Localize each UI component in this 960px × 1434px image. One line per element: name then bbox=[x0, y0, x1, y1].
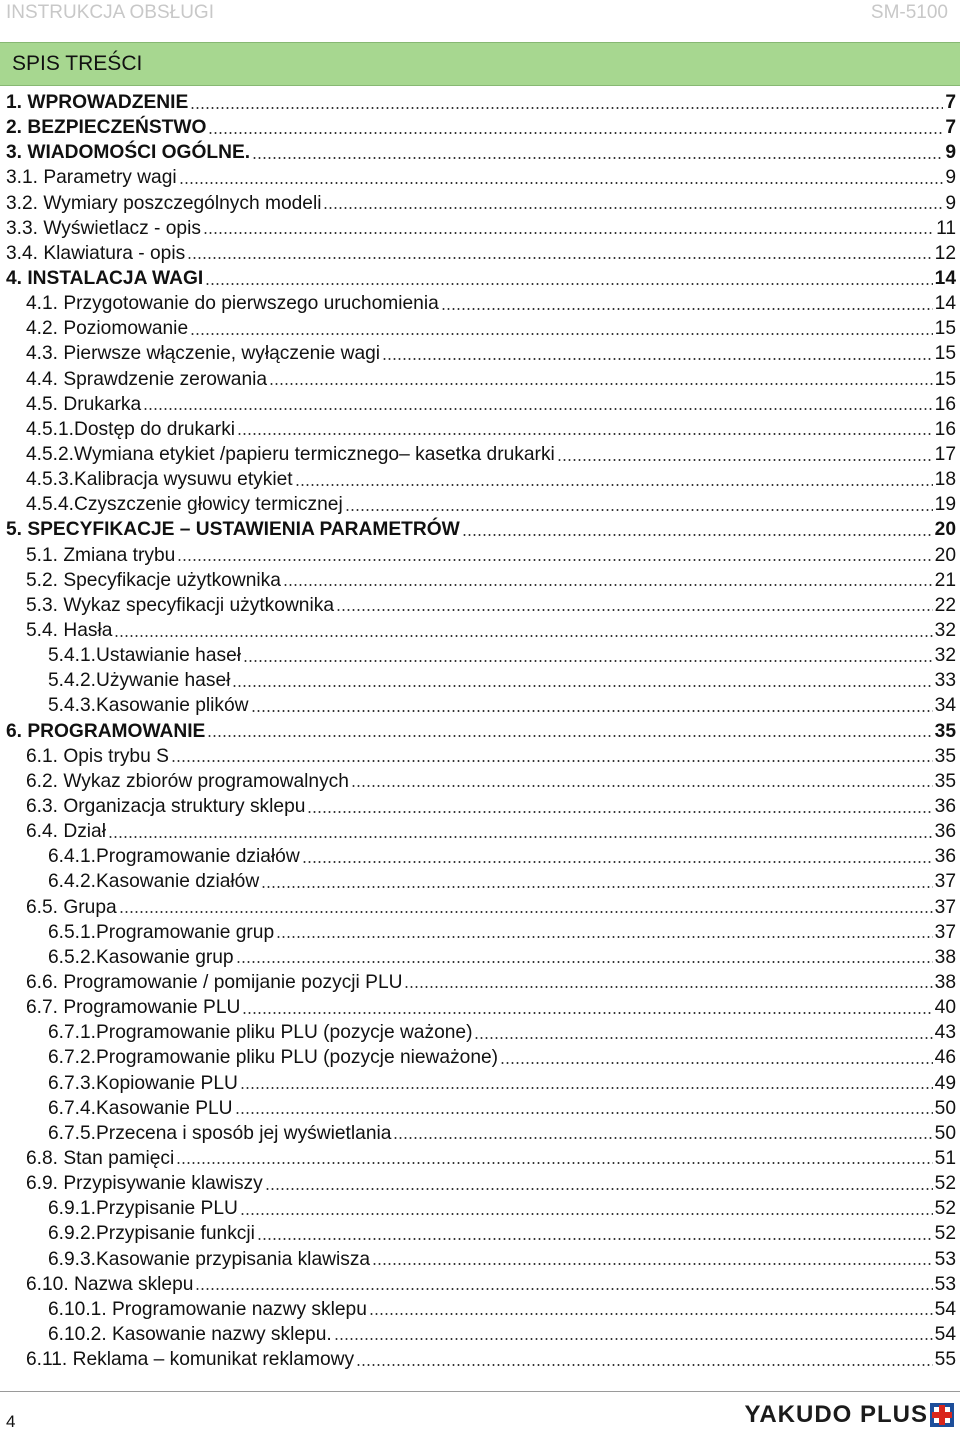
toc-entry bbox=[6, 568, 956, 593]
dot-leader bbox=[190, 333, 933, 335]
toc-entry bbox=[6, 367, 956, 392]
toc-entry-title: 6.9.2.Przypisanie funkcji bbox=[48, 1223, 255, 1245]
toc-entry-title: 5.3. Wykaz specyfikacji użytkownika bbox=[26, 594, 335, 616]
toc-entry bbox=[6, 90, 956, 115]
toc-entry bbox=[6, 1070, 956, 1095]
dot-leader bbox=[119, 911, 933, 913]
toc-entry-page: 33 bbox=[934, 670, 956, 692]
dot-leader bbox=[474, 1037, 932, 1039]
dot-leader bbox=[237, 433, 933, 435]
dot-leader bbox=[462, 534, 933, 536]
toc-entry bbox=[6, 1146, 956, 1171]
toc-entry bbox=[6, 895, 956, 920]
dot-leader bbox=[195, 1288, 932, 1290]
toc-entry-page: 37 bbox=[934, 871, 956, 893]
toc-entry-title: 6.7.5.Przecena i sposób jej wyświetlania bbox=[48, 1122, 392, 1144]
toc-entry bbox=[6, 844, 956, 869]
page-header bbox=[0, 0, 960, 26]
toc-entry-title: 4.4. Sprawdzenie zerowania bbox=[26, 368, 268, 390]
toc-entry-title: 5. SPECYFIKACJE – USTAWIENIA PARAMETRÓW bbox=[6, 519, 460, 541]
dot-leader bbox=[356, 1364, 933, 1366]
dot-leader bbox=[242, 1012, 932, 1014]
logo-mark-icon bbox=[930, 1403, 954, 1427]
toc-entry bbox=[6, 1045, 956, 1070]
toc-entry-page: 46 bbox=[934, 1047, 956, 1069]
toc-entry-title: 6.10.1. Programowanie nazwy sklepu bbox=[48, 1298, 367, 1320]
toc-entry-page: 37 bbox=[934, 921, 956, 943]
toc-entry-title: 6.8. Stan pamięci bbox=[26, 1147, 175, 1169]
section-banner bbox=[0, 42, 960, 86]
toc-entry-page: 53 bbox=[934, 1248, 956, 1270]
toc-entry-page: 50 bbox=[934, 1122, 956, 1144]
toc-entry bbox=[6, 794, 956, 819]
dot-leader bbox=[240, 1213, 933, 1215]
toc-entry-page: 50 bbox=[934, 1097, 956, 1119]
toc-entry bbox=[6, 467, 956, 492]
toc-entry-page: 35 bbox=[934, 745, 956, 767]
toc-entry-page: 21 bbox=[934, 569, 956, 591]
toc-entry-title: 6.5.2.Kasowanie grup bbox=[48, 946, 234, 968]
toc-entry-page: 9 bbox=[945, 167, 956, 189]
toc-entry-page: 14 bbox=[934, 268, 956, 290]
dot-leader bbox=[500, 1062, 933, 1064]
dot-leader bbox=[345, 509, 933, 511]
dot-leader bbox=[336, 609, 933, 611]
dot-leader bbox=[295, 484, 933, 486]
toc-entry-title: 2. BEZPIECZEŃSTWO bbox=[6, 117, 207, 139]
toc-entry-title: 5.4.2.Używanie haseł bbox=[48, 670, 231, 692]
toc-entry-page: 52 bbox=[934, 1173, 956, 1195]
dot-leader bbox=[235, 1112, 933, 1114]
toc-entry-page: 36 bbox=[934, 796, 956, 817]
toc-entry-page: 20 bbox=[934, 544, 956, 566]
toc-entry-title: 6.7.3.Kopiowanie PLU bbox=[48, 1072, 238, 1094]
dot-leader bbox=[269, 383, 933, 385]
toc-entry-page: 36 bbox=[934, 821, 956, 843]
toc-entry bbox=[6, 442, 956, 467]
toc-entry-title: 5.4.1.Ustawianie haseł bbox=[48, 645, 242, 667]
toc-entry-title: 4. INSTALACJA WAGI bbox=[6, 268, 204, 290]
toc-entry-title: 4.2. Poziomowanie bbox=[26, 318, 189, 340]
toc-entry bbox=[6, 316, 956, 341]
toc-entry-page: 53 bbox=[934, 1273, 956, 1295]
toc-entry-title: 4.5.3.Kalibracja wysuwu etykiet bbox=[26, 469, 293, 491]
dot-leader bbox=[114, 635, 932, 637]
toc-entry bbox=[6, 1020, 956, 1045]
dot-leader bbox=[404, 986, 932, 988]
dot-leader bbox=[236, 961, 933, 963]
dot-leader bbox=[323, 207, 943, 209]
toc-entry-page: 38 bbox=[934, 946, 956, 968]
toc-entry bbox=[6, 1096, 956, 1121]
dot-leader bbox=[369, 1313, 933, 1315]
toc-entry-title: 6.10.2. Kasowanie nazwy sklepu. bbox=[48, 1323, 332, 1345]
toc-entry-page: 9 bbox=[945, 142, 956, 164]
dot-leader bbox=[334, 1338, 933, 1340]
toc-entry-title: 1. WPROWADZENIE bbox=[6, 92, 189, 114]
toc-entry-page: 32 bbox=[934, 645, 956, 667]
toc-entry-page: 35 bbox=[934, 770, 956, 792]
dot-leader bbox=[207, 735, 932, 737]
toc-entry-title: 5.2. Specyfikacje użytkownika bbox=[26, 569, 281, 591]
dot-leader bbox=[276, 936, 933, 938]
toc-entry bbox=[6, 643, 956, 668]
toc-entry-page: 16 bbox=[934, 393, 956, 415]
toc-entry bbox=[6, 945, 956, 970]
toc-entry-page: 16 bbox=[934, 418, 956, 440]
dot-leader bbox=[205, 283, 932, 285]
toc-entry-page: 32 bbox=[934, 620, 956, 642]
toc-entry-page: 43 bbox=[934, 1022, 956, 1044]
toc-entry-title: 6.4.1.Programowanie działów bbox=[48, 846, 300, 868]
toc-entry bbox=[6, 1196, 956, 1221]
toc-entry bbox=[6, 920, 956, 945]
dot-leader bbox=[265, 1188, 933, 1190]
dot-leader bbox=[441, 308, 933, 310]
toc-entry bbox=[6, 970, 956, 995]
toc-entry-title: 4.5.4.Czyszczenie głowicy termicznej bbox=[26, 494, 343, 516]
toc-entry-page: 9 bbox=[945, 192, 956, 214]
dot-leader bbox=[557, 459, 933, 461]
dot-leader bbox=[177, 559, 932, 561]
toc-entry-page: 17 bbox=[934, 444, 956, 466]
toc-entry-title: 3.3. Wyświetlacz - opis bbox=[6, 217, 201, 239]
dot-leader bbox=[190, 107, 943, 109]
toc-entry bbox=[6, 1121, 956, 1146]
toc-entry bbox=[6, 392, 956, 417]
footer-divider bbox=[0, 1391, 960, 1392]
toc-entry-title: 6.1. Opis trybu S bbox=[26, 745, 169, 767]
table-of-contents bbox=[6, 90, 956, 1372]
toc-entry-title: 4.3. Pierwsze włączenie, wyłączenie wagi bbox=[26, 343, 381, 365]
toc-entry bbox=[6, 593, 956, 618]
toc-entry-page: 55 bbox=[934, 1349, 956, 1371]
toc-entry bbox=[6, 719, 956, 744]
dot-leader bbox=[393, 1137, 932, 1139]
toc-entry-title: 3. WIADOMOŚCI OGÓLNE. bbox=[6, 142, 251, 164]
toc-entry-title: 6.9.3.Kasowanie przypisania klawisza bbox=[48, 1248, 371, 1270]
toc-entry-title: 6.7.1.Programowanie pliku PLU (pozycje ważone) bbox=[48, 1022, 473, 1044]
logo-text: YAKUDO PLUS bbox=[744, 1401, 928, 1428]
toc-entry-page: 34 bbox=[934, 695, 956, 717]
toc-entry-page: 19 bbox=[934, 494, 956, 516]
toc-entry-title: 5.1. Zmiana trybu bbox=[26, 544, 176, 566]
toc-entry-page: 12 bbox=[934, 242, 956, 264]
toc-entry bbox=[6, 417, 956, 442]
dot-leader bbox=[261, 886, 932, 888]
toc-entry-page: 40 bbox=[934, 997, 956, 1019]
toc-entry bbox=[6, 341, 956, 366]
toc-entry bbox=[6, 869, 956, 894]
dot-leader bbox=[243, 660, 933, 662]
toc-entry bbox=[6, 266, 956, 291]
dot-leader bbox=[302, 861, 933, 863]
toc-entry bbox=[6, 115, 956, 140]
toc-entry bbox=[6, 291, 956, 316]
toc-entry bbox=[6, 140, 956, 165]
dot-leader bbox=[187, 257, 932, 259]
toc-entry bbox=[6, 1322, 956, 1347]
dot-leader bbox=[372, 1263, 933, 1265]
toc-entry-page: 22 bbox=[934, 594, 956, 616]
toc-entry-title: 6.7.4.Kasowanie PLU bbox=[48, 1097, 233, 1119]
toc-entry-title: 4.1. Przygotowanie do pierwszego uruchomienia bbox=[26, 293, 439, 315]
dot-leader bbox=[143, 408, 932, 410]
toc-entry-page: 15 bbox=[934, 343, 956, 365]
dot-leader bbox=[176, 1162, 932, 1164]
dot-leader bbox=[307, 811, 932, 813]
toc-entry bbox=[6, 668, 956, 693]
toc-entry bbox=[6, 769, 956, 794]
toc-entry bbox=[6, 165, 956, 190]
document-title: INSTRUKCJA OBSŁUGI bbox=[6, 2, 214, 23]
toc-entry-title: 3.1. Parametry wagi bbox=[6, 167, 177, 189]
toc-entry bbox=[6, 492, 956, 517]
toc-entry bbox=[6, 1272, 956, 1297]
toc-entry-title: 5.4.3.Kasowanie plików bbox=[48, 695, 249, 717]
toc-entry bbox=[6, 1221, 956, 1246]
toc-entry-page: 36 bbox=[934, 846, 956, 868]
dot-leader bbox=[232, 685, 932, 687]
toc-entry-title: 6.11. Reklama – komunikat reklamowy bbox=[26, 1349, 355, 1371]
toc-entry-title: 3.2. Wymiary poszczególnych modeli bbox=[6, 192, 322, 214]
toc-entry bbox=[6, 1246, 956, 1271]
toc-entry-title: 6.9. Przypisywanie klawiszy bbox=[26, 1173, 263, 1195]
toc-entry bbox=[6, 216, 956, 241]
toc-entry bbox=[6, 744, 956, 769]
toc-entry bbox=[6, 241, 956, 266]
toc-entry-page: 7 bbox=[945, 117, 956, 139]
toc-entry-title: 4.5.2.Wymiana etykiet /papieru termicznego– kasetka drukarki bbox=[26, 444, 555, 466]
toc-entry-page: 38 bbox=[934, 971, 956, 993]
toc-entry-title: 4.5.1.Dostęp do drukarki bbox=[26, 418, 236, 440]
toc-entry-page: 54 bbox=[934, 1298, 956, 1320]
dot-leader bbox=[179, 182, 944, 184]
toc-entry-page: 54 bbox=[934, 1323, 956, 1345]
toc-entry-page: 18 bbox=[934, 469, 956, 491]
toc-entry-page: 35 bbox=[934, 720, 956, 742]
toc-entry-page: 49 bbox=[934, 1072, 956, 1094]
toc-entry-page: 15 bbox=[934, 318, 956, 340]
dot-leader bbox=[252, 157, 943, 159]
brand-logo bbox=[745, 1401, 954, 1429]
dot-leader bbox=[240, 1087, 933, 1089]
toc-entry bbox=[6, 543, 956, 568]
toc-entry-title: 6.7.2.Programowanie pliku PLU (pozycje nieważone) bbox=[48, 1047, 499, 1069]
toc-entry bbox=[6, 995, 956, 1020]
dot-leader bbox=[257, 1238, 933, 1240]
toc-entry-title: 6.5.1.Programowanie grup bbox=[48, 921, 275, 943]
toc-entry-title: 6.7. Programowanie PLU bbox=[26, 997, 241, 1019]
toc-entry-title: 3.4. Klawiatura - opis bbox=[6, 242, 186, 264]
dot-leader bbox=[171, 760, 933, 762]
model-name: SM-5100 bbox=[870, 2, 948, 23]
page-number: 4 bbox=[6, 1412, 16, 1431]
toc-entry bbox=[6, 819, 956, 844]
toc-entry-page: 14 bbox=[934, 293, 956, 315]
toc-entry-page: 37 bbox=[934, 896, 956, 918]
toc-entry-page: 51 bbox=[934, 1147, 956, 1169]
toc-entry-page: 52 bbox=[934, 1223, 956, 1245]
dot-leader bbox=[382, 358, 933, 360]
toc-entry-page: 11 bbox=[936, 217, 956, 239]
toc-entry-title: 4.5. Drukarka bbox=[26, 393, 142, 415]
toc-entry-title: 6.4.2.Kasowanie działów bbox=[48, 871, 260, 893]
dot-leader bbox=[283, 584, 933, 586]
toc-entry bbox=[6, 1347, 956, 1372]
toc-entry-title: 6.9.1.Przypisanie PLU bbox=[48, 1198, 238, 1220]
toc-entry bbox=[6, 517, 956, 542]
toc-entry-page: 20 bbox=[934, 519, 956, 541]
dot-leader bbox=[208, 132, 943, 134]
dot-leader bbox=[203, 232, 934, 234]
toc-entry bbox=[6, 693, 956, 718]
toc-entry-title: 6.10. Nazwa sklepu bbox=[26, 1273, 194, 1295]
toc-entry bbox=[6, 1171, 956, 1196]
toc-entry-title: 6. PROGRAMOWANIE bbox=[6, 720, 206, 742]
dot-leader bbox=[108, 836, 933, 838]
toc-entry-title: 6.4. Dział bbox=[26, 821, 106, 843]
toc-entry-page: 52 bbox=[934, 1198, 956, 1220]
toc-entry bbox=[6, 191, 956, 216]
dot-leader bbox=[351, 785, 933, 787]
toc-entry-page: 7 bbox=[945, 92, 956, 114]
toc-entry-title: 6.5. Grupa bbox=[26, 896, 117, 918]
toc-entry bbox=[6, 1297, 956, 1322]
toc-entry-page: 15 bbox=[934, 368, 956, 390]
toc-entry-title: 6.2. Wykaz zbiorów programowalnych bbox=[26, 770, 349, 792]
toc-entry-title: 5.4. Hasła bbox=[26, 620, 113, 642]
toc-entry-title: 6.3. Organizacja struktury sklepu bbox=[26, 796, 306, 817]
toc-entry bbox=[6, 618, 956, 643]
toc-entry-title: 6.6. Programowanie / pomijanie pozycji PLU bbox=[26, 971, 403, 993]
section-title: SPIS TREŚCI bbox=[12, 52, 143, 75]
dot-leader bbox=[251, 710, 933, 712]
